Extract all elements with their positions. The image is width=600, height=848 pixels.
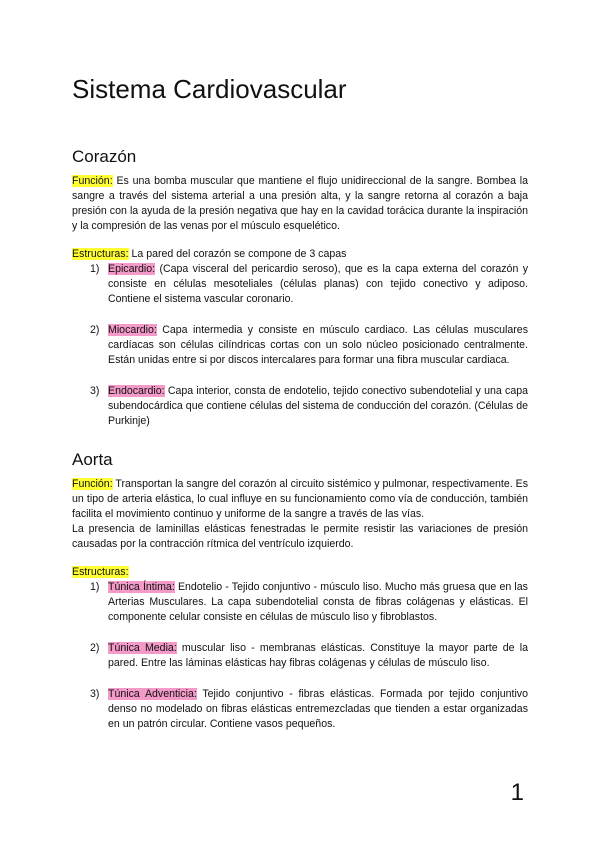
- section-heading-aorta: Aorta: [72, 450, 113, 469]
- corazon-estructuras-paragraph: [72, 247, 528, 262]
- list-item: [90, 641, 528, 671]
- estructuras-label: Estructuras:: [72, 248, 129, 260]
- estructuras-label: Estructuras:: [72, 566, 129, 578]
- estructuras-intro: La pared del corazón se compone de 3 capas: [128, 248, 347, 260]
- term-highlight: Miocardio:: [108, 324, 157, 336]
- section-heading-corazon: Corazón: [72, 147, 137, 166]
- aorta-estructuras-paragraph: [72, 565, 528, 580]
- list-number: 1): [90, 263, 100, 275]
- list-item: [90, 580, 528, 625]
- item-text: Capa interior, consta de endotelio, tejido conectivo subendotelial y una capa subendocárdica que contiene células del sistema de conducción del corazón. (Células de Purkinje): [108, 385, 528, 427]
- term-highlight: Túnica Media:: [108, 642, 177, 654]
- document-title: Sistema Cardiovascular: [72, 74, 347, 104]
- term-highlight: Epicardio:: [108, 263, 156, 275]
- funcion-text: Es una bomba muscular que mantiene el flujo unidireccional de la sangre. Bombea la sangre a través del sistema arterial a una presión alta, y la sangre retorna al corazón a baja presión con la ayuda de la presión negativa que hay en la cavidad torácica durante la inspiración y la compresión de las venas por el músculo esquelético.: [72, 175, 528, 232]
- corazon-layers-list: [72, 262, 528, 429]
- list-item: [90, 323, 528, 368]
- aorta-layers-list: [72, 580, 528, 732]
- list-number: 3): [90, 688, 100, 700]
- list-number: 3): [90, 385, 100, 397]
- list-item: [90, 262, 528, 307]
- funcion-label: Función:: [72, 175, 113, 187]
- list-item: [90, 687, 528, 732]
- aorta-paragraph-2: La presencia de laminillas elásticas fenestradas le permite resistir las variaciones de presión causadas por la contracción rítmica del ventrículo izquierdo.: [72, 523, 528, 550]
- item-text: muscular liso - membranas elásticas. Constituye la mayor parte de la pared. Entre las láminas elásticas hay fibras colágenas y células de músculo liso.: [108, 642, 528, 669]
- corazon-funcion-paragraph: [72, 174, 528, 234]
- list-item: [90, 384, 528, 429]
- item-text: Tejido conjuntivo - fibras elásticas. Formada por tejido conjuntivo denso no modelado on fibras elásticas entremezcladas que tienden a estar organizadas en un patrón circular. Contiene vasos pequeños.: [108, 688, 528, 730]
- funcion-label: Función:: [72, 478, 113, 490]
- item-text: Capa intermedia y consiste en músculo cardiaco. Las células musculares cardíacas son células cilíndricas cortas con un solo núcleo posicionado centralmente. Están unidas entre si por discos intercalares para formar una fibra muscular cardiaca.: [108, 324, 528, 366]
- page-number: 1: [510, 779, 524, 806]
- item-text: (Capa visceral del pericardio seroso), que es la capa externa del corazón y consiste en células mesoteliales (células planas) con tejido conectivo y adiposo. Contiene el sistema vascular coronario.: [108, 263, 528, 305]
- aorta-funcion-paragraph: [72, 477, 528, 522]
- term-highlight: Túnica Adventicia:: [108, 688, 197, 700]
- list-number: 2): [90, 642, 100, 654]
- term-highlight: Endocardio:: [108, 385, 165, 397]
- funcion-text: Transportan la sangre del corazón al circuito sistémico y pulmonar, respectivamente. Es un tipo de arteria elástica, lo cual influye en su funcionamiento como vía de conducción, también facilita el movimiento continuo y uniforme de la sangre a través de las vías.: [72, 478, 528, 520]
- item-text: Endotelio - Tejido conjuntivo - músculo liso. Mucho más gruesa que en las Arterias Musculares. La capa subendotelial consta de fibras colágenas y elásticas. El componente celular consiste en células de músculo liso y fibroblastos.: [108, 581, 528, 623]
- list-number: 1): [90, 581, 100, 593]
- list-number: 2): [90, 324, 100, 336]
- term-highlight: Túnica Íntima:: [108, 581, 175, 593]
